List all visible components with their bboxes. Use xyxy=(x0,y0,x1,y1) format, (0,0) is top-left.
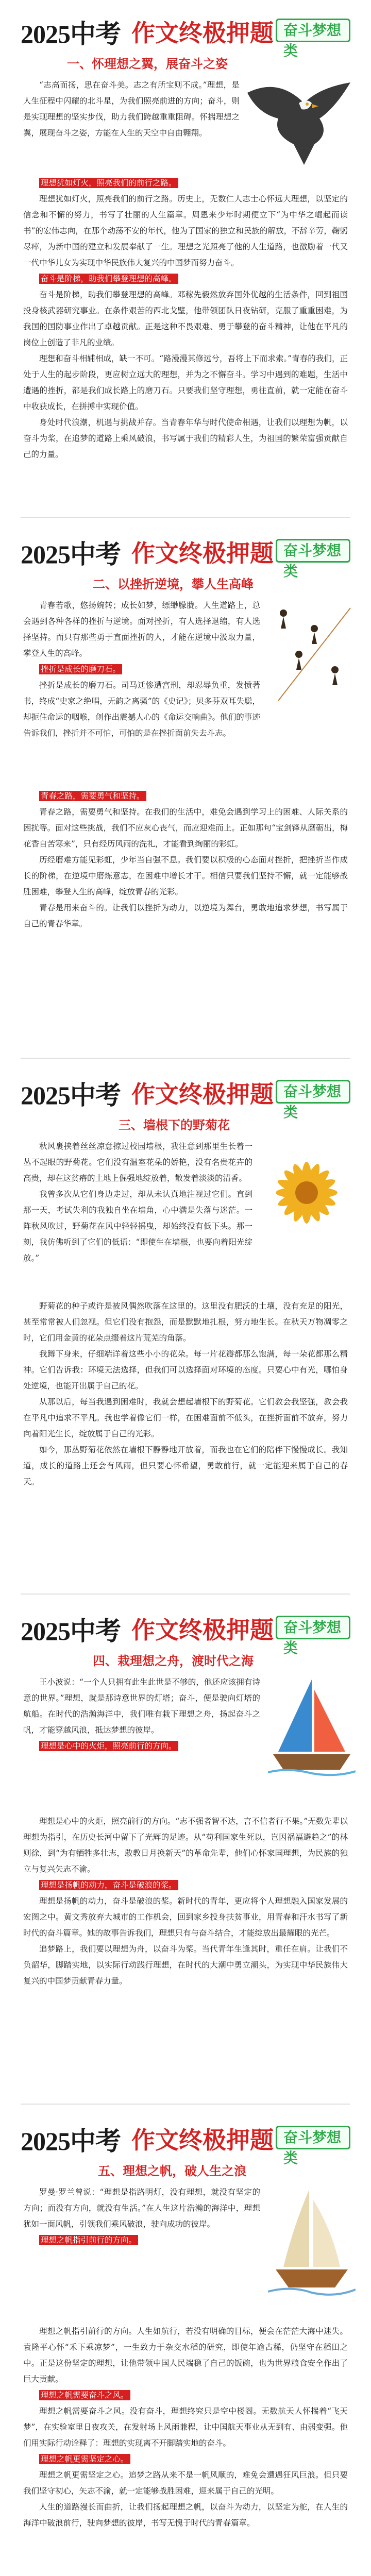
paragraph: 理想之帆更需坚定之心。追梦之路从来不是一帆风顺的，难免会遭遇狂风巨浪。但只要我们坚守初心，矢志不渝，就一定能够战胜困难，迎来属于自己的光明。 xyxy=(23,2470,348,2496)
paragraph: 青春是用来奋斗的。让我们以挫折为动力，以逆境为舞台，勇敢地追求梦想，书写属于自己的青春华章。 xyxy=(23,903,348,928)
essay-title: 五、理想之帆，破人生之浪 xyxy=(98,2164,246,2178)
eagle-icon xyxy=(242,72,356,170)
banner-title: 作文终极押题 xyxy=(131,1081,274,1108)
paragraph: 如今，那丛野菊花依然在墙根下静静地开放着，而我也在它们的陪伴下慢慢成长。我知道，成长的道路上还会有风雨，但只要心怀希望，勇敢前行，就一定能迎来属于自己的春天。 xyxy=(23,1445,348,1486)
banner-category: 奋斗梦想类 xyxy=(276,1080,350,1104)
paragraph: 秋风裹挟着丝丝凉意掠过校园墙根，我注意到那里生长着一丛不起眼的野菊花。它们没有温室花朵的娇艳，没有名贵花卉的高贵，却在这贫瘠的土地上倔强地绽放着，散发着淡淡的清香。 xyxy=(23,1142,252,1183)
climbers-icon xyxy=(268,598,356,706)
paragraph: 理想犹如灯火，照亮我们的前行之路。历史上，无数仁人志士心怀远大理想，以坚定的信念和不懈的努力，书写了壮丽的人生篇章。周恩来少年时期便立下“为中华之崛起而读书”的宏伟志向，在那个动荡不安的年代，他为了国家的独立和民族的解放，不辞辛劳，鞠躬尽瘁，为新中国的建立和发展奉献了一生。理想之光照亮了他的人生道路，也激励着一代又一代中华儿女为实现中华民族伟大复兴的中国梦而努力奋斗。 xyxy=(23,194,348,267)
essay-body xyxy=(23,1298,348,1490)
divider xyxy=(21,1594,350,1595)
highlight: 理想是心中的火炬，照亮前行的方向。 xyxy=(39,1741,178,1751)
paragraph: 理想和奋斗相辅相成，缺一不可。“路漫漫其修远兮，吾将上下而求索。”青春的我们，正处于人生的起步阶段，更应树立远大的理想，并为之不懈奋斗。学习中遇到的难题，生活中遭遇的挫折，都是我们成长路上的磨刀石。只要我们坚守理想，勇往直前，就一定能在奋斗中收获成长，在拼搏中实现价值。 xyxy=(23,354,348,411)
essay-body xyxy=(23,175,348,463)
banner-title: 作文终极押题 xyxy=(131,540,274,567)
paragraph: “志高而扬，思在奋斗美。志之有所宝则不成。”理想，是人生征程中闪耀的北斗星，为我们照亮前进的方向；奋斗，则是实现理想的坚实步伐，助力我们跨越重重阻碍。怀揣理想之翼，展现奋斗之姿，方能在人生的天空中自由翱翔。 xyxy=(23,80,240,138)
essay-body xyxy=(23,598,260,741)
essay-body xyxy=(23,1814,348,1989)
divider xyxy=(21,517,350,518)
banner-category: 奋斗梦想类 xyxy=(276,2126,350,2149)
paragraph: 从那以后，每当我遇到困难时，我就会想起墙根下的野菊花。它们教会我坚强，教会我在平凡中追求不平凡。我也学着像它们一样，在困难面前不低头，在挫折面前不放弃，努力向着阳光生长，绽放属于自己的光彩。 xyxy=(23,1397,348,1438)
banner-category: 奋斗梦想类 xyxy=(276,1616,350,1639)
highlight: 理想之帆更需坚定之心。 xyxy=(39,2454,130,2464)
banner-title: 作文终极押题 xyxy=(131,20,274,46)
highlight: 理想是扬帆的动力，奋斗是破浪的桨。 xyxy=(39,1880,178,1890)
banner-year: 2025中考 xyxy=(21,2127,121,2156)
highlight: 挫折是成长的磨刀石。 xyxy=(39,664,122,674)
paragraph: 青春若歌，悠扬婉转；成长如梦，缥缈朦胧。人生道路上，总会遇到各种各样的挫折与逆境。面对挫折，有人选择退缩，有人选择坚持。而只有那些勇于直面挫折的人，才能在逆境中汲取力量，攀登人生的高峰。 xyxy=(23,601,260,658)
banner-title: 作文终极押题 xyxy=(131,2127,274,2154)
essay-body xyxy=(23,1139,252,1266)
essay-title: 三、墙根下的野菊花 xyxy=(119,1118,230,1132)
essay-section-1 xyxy=(0,0,371,515)
paragraph xyxy=(23,77,240,141)
paragraph: 王小波说：“一个人只拥有此生此世是不够的，他还应该拥有诗意的世界。”理想，就是那诗意世界的灯塔；奋斗，便是驶向灯塔的航船。在时代的浩瀚海洋中，我们唯有栽下理想之舟，扬起奋斗之帆，才能穿越风浪，抵达梦想的彼岸。 xyxy=(23,1677,260,1735)
sailboat-icon xyxy=(268,1674,356,1777)
paragraph: 野菊花的种子或许是被风偶然吹落在这里的。这里没有肥沃的土壤，没有充足的阳光，甚至常常被人们忽视。但它们没有抱怨，而是默默地扎根，努力地生长。在秋天万物凋零之时，它们用金黄的花朵点缀着这片荒芜的角落。 xyxy=(23,1301,348,1343)
highlight: 青春之路，需要勇气和坚持。 xyxy=(39,791,146,801)
paragraph: 理想之帆指引前行的方向。人生如航行，若没有明确的目标，便会在茫茫大海中迷失。袁隆平心怀“禾下乘凉梦”，一生致力于杂交水稻的研究，即使年逾古稀，仍坚守在稻田之中。正是这份坚定的理想，让他带领中国人民端稳了自己的饭碗，也为世界粮食安全作出了巨大贡献。 xyxy=(23,2327,348,2384)
paragraph: 青春之路，需要勇气和坚持。在我们的生活中，难免会遇到学习上的困难、人际关系的困扰等。面对这些挑战，我们不应灰心丧气，而应迎难而上。正如那句“宝剑锋从磨砺出，梅花香自苦寒来”，只有经历风雨的洗礼，才能看到绚丽的彩虹。 xyxy=(23,807,348,849)
essay-section-4 xyxy=(0,1597,371,2102)
banner-title: 作文终极押题 xyxy=(131,1617,274,1643)
paragraph: 我蹲下身来，仔细端详着这些小小的花朵。每一片花瓣都那么饱满，每一朵花都那么精神。它们告诉我：环境无法选择，但我们可以选择面对环境的态度。只要心中有光，哪怕身处逆境，也能开出属于自己的花。 xyxy=(23,1349,348,1391)
section-banner xyxy=(21,1611,350,1656)
paragraph: 理想是心中的火炬，照亮前行的方向。“志不强者智不达，言不信者行不果。”无数先辈以理想为指引，在历史长河中留下了光辉的足迹。从“苟利国家生死以，岂因祸福避趋之”的林则徐，到“为有牺牲多壮志，敢教日月换新天”的革命先辈，他们心怀家国理想，为民族的独立与复兴矢志不渝。 xyxy=(23,1817,348,1874)
banner-year: 2025中考 xyxy=(21,1081,121,1110)
paragraph: 挫折是成长的磨刀石。司马迁惨遭宫刑，却忍辱负重，发愤著书，终成“史家之绝唱，无韵之离骚”的《史记》；贝多芬双耳失聪，却扼住命运的咽喉，创作出震撼人心的《命运交响曲》。他们的事迹告诉我们，挫折并不可怕，可怕的是在挫折面前失去斗志。 xyxy=(23,681,260,738)
essay-body xyxy=(23,2184,260,2248)
essay-body xyxy=(23,1674,260,1754)
paragraph: 奋斗是阶梯，助我们攀登理想的高峰。邓稼先毅然放弃国外优越的生活条件，回到祖国投身核武器研究事业。在条件艰苦的西北戈壁，他带领团队日夜钻研，克服了重重困难，为我国的国防事业作出了卓越贡献。正是这种不畏艰难、勇于攀登的奋斗精神，让他在平凡的岗位上创造了非凡的业绩。 xyxy=(23,290,348,347)
section-banner xyxy=(21,1075,350,1121)
essay-section-2 xyxy=(0,520,371,1056)
essay-body xyxy=(23,788,348,932)
essay-section-3 xyxy=(0,1061,371,1592)
banner-category: 奋斗梦想类 xyxy=(276,19,350,42)
highlight: 理想犹如灯火，照亮我们的前行之路。 xyxy=(39,178,178,188)
essay-body xyxy=(23,2324,348,2531)
paragraph: 罗曼·罗兰曾说：“理想是指路明灯，没有理想，就没有坚定的方向；而没有方向，就没有生活。”在人生这片浩瀚的海洋中，理想犹如一面风帆，引领我们乘风破浪，驶向成功的彼岸。 xyxy=(23,2188,260,2229)
paragraph: 人生的道路漫长而曲折，让我们扬起理想之帆，以奋斗为动力，以坚定为舵，在人生的海洋中破浪前行，驶向梦想的彼岸，书写无愧于时代的青春篇章。 xyxy=(23,2502,348,2528)
paragraph: 理想之帆需要奋斗之风。没有奋斗，理想终究只是空中楼阁。无数航天人怀揣着“飞天梦”，在实验室里日夜攻关，在发射场上风雨兼程，让中国航天事业从无到有、由弱变强。他们用实际行动诠释了：理想的实现离不开脚踏实地的奋斗。 xyxy=(23,2406,348,2448)
section-banner xyxy=(21,2121,350,2166)
essay-title: 二、以挫折逆境，攀人生高峰 xyxy=(93,577,254,591)
banner-year: 2025中考 xyxy=(21,1617,121,1646)
banner-year: 2025中考 xyxy=(21,540,121,569)
chrysanthemum-icon xyxy=(258,1144,356,1242)
divider xyxy=(21,2104,350,2105)
banner-category: 奋斗梦想类 xyxy=(276,539,350,563)
sailing-ship-icon xyxy=(268,2184,356,2298)
highlight: 理想之帆需要奋斗之风。 xyxy=(39,2390,130,2400)
essay-section-5 xyxy=(0,2107,371,2576)
banner-year: 2025中考 xyxy=(21,20,121,48)
essay-title: 一、怀理想之翼，展奋斗之姿 xyxy=(67,57,228,71)
section-banner xyxy=(21,534,350,580)
essay-title: 四、栽理想之舟，渡时代之海 xyxy=(93,1654,254,1668)
paragraph: 理想是扬帆的动力，奋斗是破浪的桨。新时代的青年，更应将个人理想融入国家发展的宏图之中。黄文秀放弃大城市的工作机会，回到家乡投身扶贫事业，用青春和汗水书写了新时代的奋斗篇章。她的故事告诉我们，理想只有与奋斗结合，才能绽放出最耀眼的光芒。 xyxy=(23,1896,348,1938)
paragraph: 身处时代浪潮，机遇与挑战并存。当青春年华与时代使命相遇，让我们以理想为帆，以奋斗为桨，在追梦的道路上乘风破浪，书写属于我们的精彩人生，为祖国的繁荣富强贡献自己的力量。 xyxy=(23,418,348,459)
highlight: 奋斗是阶梯，助我们攀登理想的高峰。 xyxy=(39,274,178,284)
paragraph: 历经磨难方能见彩虹，少年当自强不息。我们要以积极的心态面对挫折，把挫折当作成长的阶梯，在逆境中磨炼意志，在困难中增长才干。相信只要我们坚持不懈，就一定能够战胜困难，攀登人生的高峰，绽放青春的光彩。 xyxy=(23,855,348,896)
paragraph: 追梦路上，我们要以理想为舟，以奋斗为桨。当代青年生逢其时，重任在肩。让我们不负韶华，脚踏实地，以实际行动践行理想，在时代的大潮中勇立潮头，为实现中华民族伟大复兴的中国梦贡献青春力量。 xyxy=(23,1944,348,1986)
paragraph: 我曾多次从它们身边走过，却从未认真地注视过它们。直到那一天，考试失利的我独自坐在墙角，心中满是失落与迷茫。一阵秋风吹过，野菊花在风中轻轻摇曳，却始终没有低下头。那一刻，我仿佛听到了它们的低语：“即使生在墙根，也要向着阳光绽放。” xyxy=(23,1190,252,1263)
highlight: 理想之帆指引前行的方向。 xyxy=(39,2235,138,2245)
divider xyxy=(21,1058,350,1059)
section-banner xyxy=(21,13,350,59)
